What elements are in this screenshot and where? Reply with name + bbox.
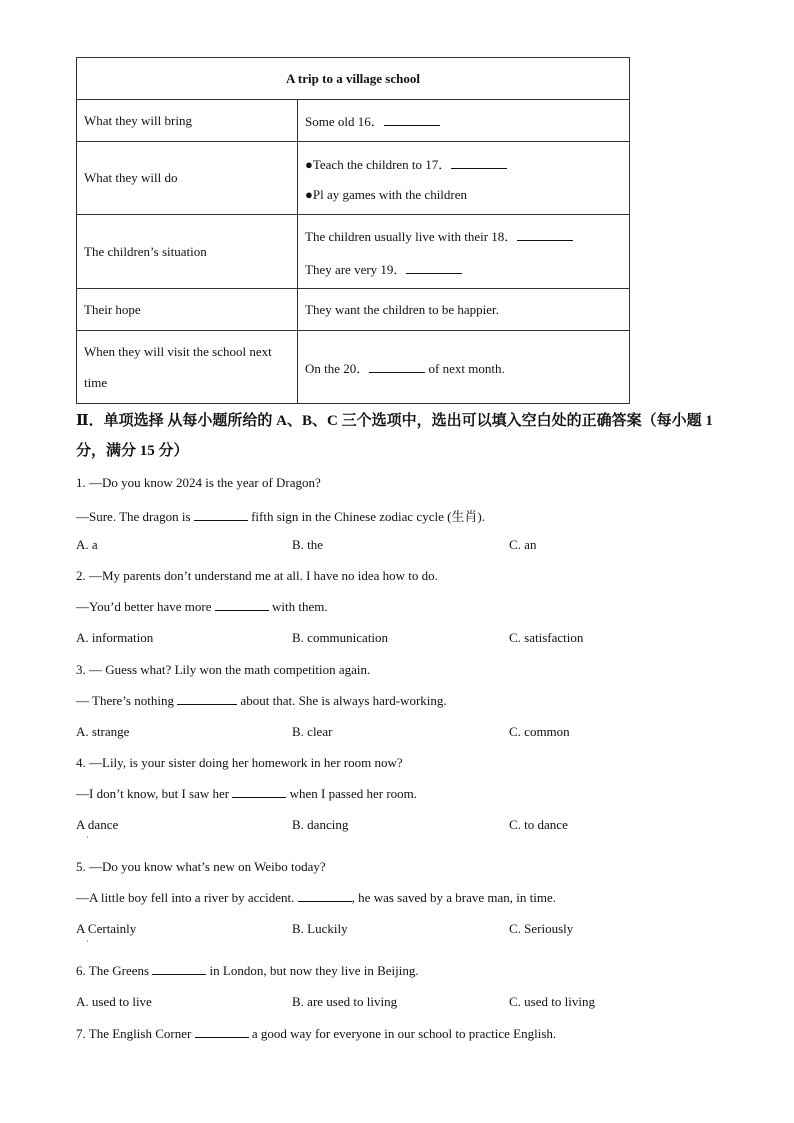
question-text: 4. —Lily, is your sister doing her homework in her room now? bbox=[76, 755, 403, 770]
question-text: 2. —My parents don’t understand me at all. I have no idea how to do. bbox=[76, 568, 438, 583]
option-b: B. are used to living bbox=[292, 994, 398, 1009]
question-text: 3. — Guess what? Lily won the math competition again. bbox=[76, 662, 371, 677]
row-label: Their hope bbox=[77, 289, 298, 331]
row-label: The children’s situation bbox=[77, 215, 298, 289]
option-a: A. strange bbox=[76, 724, 130, 739]
row-content: ●Teach the children to 17． ●Pl ay games with the children bbox=[298, 142, 630, 215]
option-b: B. dancing bbox=[292, 817, 349, 832]
option-c: C. satisfaction bbox=[509, 630, 584, 645]
option-c: C. to dance bbox=[509, 817, 568, 832]
question-text: 5. —Do you know what’s new on Weibo today? bbox=[76, 859, 326, 874]
table-row bbox=[77, 215, 630, 289]
section-heading: Ⅱ．单项选择 从每小题所给的 A、B、C 三个选项中，选出可以填入空白处的正确答案（每小题 1 分，满分 15 分） bbox=[76, 413, 713, 459]
row-content: They want the children to be happier. bbox=[298, 289, 630, 331]
option-a: A. used to live bbox=[76, 994, 152, 1009]
trip-info-table bbox=[76, 57, 630, 404]
option-b: B. the bbox=[292, 537, 324, 552]
option-c: C. common bbox=[509, 724, 570, 739]
row-label: What they will bring bbox=[77, 100, 298, 142]
option-b: B. clear bbox=[292, 724, 333, 739]
table-header-row bbox=[77, 58, 630, 100]
question-response: —You’d better have more with them. bbox=[76, 599, 328, 614]
table-row bbox=[77, 289, 630, 331]
table-row bbox=[77, 142, 630, 215]
row-content: The children usually live with their 18． They are very 19． bbox=[298, 215, 630, 289]
dot-mark: · bbox=[86, 937, 89, 946]
option-c: C. an bbox=[509, 537, 537, 552]
option-a: A. information bbox=[76, 630, 154, 645]
row-content: On the 20． of next month. bbox=[298, 331, 630, 404]
question-response: —Sure. The dragon is fifth sign in the Chinese zodiac cycle (生肖). bbox=[76, 509, 486, 524]
question-text: 1. —Do you know 2024 is the year of Dragon? bbox=[76, 475, 321, 490]
row-label: When they will visit the school next time bbox=[77, 331, 298, 404]
option-b: B. Luckily bbox=[292, 921, 348, 936]
table-row bbox=[77, 100, 630, 142]
question-text: 6. The Greens in London, but now they live in Beijing. bbox=[76, 963, 419, 978]
table-row bbox=[77, 331, 630, 404]
option-b: B. communication bbox=[292, 630, 389, 645]
table-title: A trip to a village school bbox=[77, 58, 630, 100]
option-c: C. Seriously bbox=[509, 921, 574, 936]
question-response: —I don’t know, but I saw her when I passed her room. bbox=[76, 786, 418, 801]
dot-mark: · bbox=[86, 833, 89, 842]
option-a: A Certainly bbox=[76, 921, 137, 936]
row-label: What they will do bbox=[77, 142, 298, 215]
option-a: A. a bbox=[76, 537, 98, 552]
option-a: A dance bbox=[76, 817, 119, 832]
question-text: 7. The English Corner a good way for everyone in our school to practice English. bbox=[76, 1026, 557, 1041]
row-content: Some old 16． bbox=[298, 100, 630, 142]
question-response: — There’s nothing about that. She is always hard-working. bbox=[76, 693, 447, 708]
option-c: C. used to living bbox=[509, 994, 595, 1009]
question-response: —A little boy fell into a river by accident. , he was saved by a brave man, in time. bbox=[76, 890, 556, 905]
